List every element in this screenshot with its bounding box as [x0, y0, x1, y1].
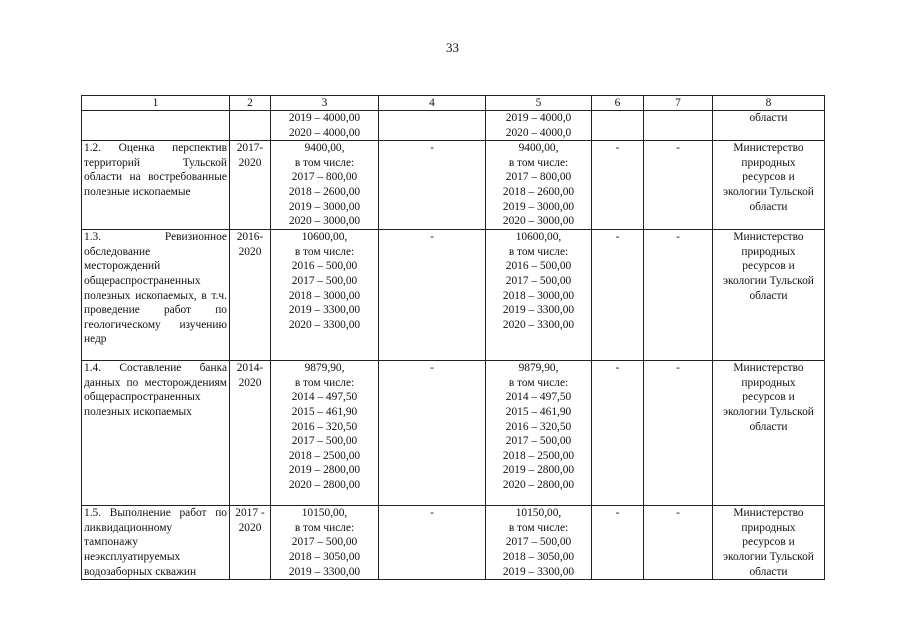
cell-line: области	[749, 200, 788, 213]
header-cell-8: 8	[713, 96, 825, 111]
column-6-cell	[592, 506, 644, 580]
cell-line: 2018 – 3050,00	[288, 550, 361, 563]
cell-line: 2019 – 4000,00	[288, 112, 361, 124]
cell-line: 2017 – 500,00	[291, 435, 358, 448]
column-4-cell	[379, 230, 486, 361]
cell-line: 2020 – 3300,00	[288, 318, 361, 331]
responsible-cell	[713, 506, 825, 580]
cell-line: ресурсов и	[742, 391, 795, 404]
cell-line: 2020	[238, 521, 262, 534]
cell-line: 2017 – 500,00	[505, 274, 572, 287]
cell-line: 2019 – 3300,00	[502, 304, 575, 317]
cell-line: 2018 – 3000,00	[502, 289, 575, 302]
table-row	[82, 230, 825, 361]
cell-line: 1.2. Оценка перспектив территорий Тульской области на востребованные полезные ископаемые	[84, 142, 227, 198]
cell-line: 2014-	[236, 362, 264, 375]
column-5-cell	[486, 141, 592, 230]
cell-line: 10150,00,	[515, 507, 562, 520]
column-7-cell	[644, 111, 713, 141]
cell-line: ресурсов и	[742, 260, 795, 273]
cell-line: 2014 – 497,50	[505, 391, 572, 404]
cell-line: 9879,90,	[304, 362, 345, 375]
cell-line: -	[430, 142, 434, 155]
cell-line: 9400,00,	[304, 142, 345, 155]
cell-line: области	[749, 420, 788, 433]
cell-line: в том числе:	[294, 376, 355, 389]
cell-line: в том числе:	[508, 245, 569, 258]
column-6-cell	[592, 361, 644, 506]
cell-line: области	[749, 112, 788, 124]
cell-line: 2017 -	[235, 507, 265, 520]
cell-line: 2017 – 500,00	[291, 536, 358, 549]
responsible-cell	[713, 141, 825, 230]
cell-line: 2016-	[236, 231, 264, 244]
table-row	[82, 111, 825, 141]
column-5-cell	[486, 111, 592, 141]
cell-line: 10600,00,	[301, 231, 348, 244]
cell-line: 1.5. Выполнение работ по ликвидационному тампонажу неэксплуатируемых водозаборных скважин	[84, 507, 227, 578]
cell-line: в том числе:	[294, 156, 355, 169]
cell-line: 2020 – 3000,00	[288, 215, 361, 228]
cell-line: 2019 – 3300,00	[288, 565, 361, 578]
table-row	[82, 141, 825, 230]
cell-line: в том числе:	[508, 376, 569, 389]
cell-line: -	[430, 231, 434, 244]
cell-line: природных	[741, 376, 796, 389]
column-4-cell	[379, 111, 486, 141]
cell-line: -	[676, 507, 680, 520]
cell-line: в том числе:	[508, 156, 569, 169]
column-6-cell	[592, 111, 644, 141]
cell-line: -	[615, 507, 620, 520]
cell-line: 2014 – 497,50	[291, 391, 358, 404]
cell-line: 2018 – 2600,00	[502, 185, 575, 198]
cell-line: Министерство	[733, 142, 804, 155]
cell-line: -	[615, 362, 620, 375]
measure-name-cell	[82, 506, 230, 580]
responsible-cell	[713, 230, 825, 361]
cell-line: в том числе:	[508, 521, 569, 534]
cell-line: экологии Тульской	[723, 185, 814, 198]
period-cell	[230, 361, 271, 506]
responsible-cell	[713, 361, 825, 506]
column-4-cell	[379, 141, 486, 230]
column-5-cell	[486, 230, 592, 361]
cell-line: 2019 – 2800,00	[502, 464, 575, 477]
column-7-cell	[644, 230, 713, 361]
cell-line: 2016 – 500,00	[291, 260, 358, 273]
cell-line: 2020	[238, 156, 262, 169]
cell-line: в том числе:	[294, 521, 355, 534]
cell-line: 10150,00,	[301, 507, 348, 520]
period-cell	[230, 506, 271, 580]
header-cell-2: 2	[230, 96, 271, 111]
cell-line: 2019 – 3000,00	[288, 200, 361, 213]
cell-line: 2016 – 500,00	[505, 260, 572, 273]
total-funding-cell	[271, 141, 379, 230]
period-cell	[230, 230, 271, 361]
cell-line: 2020	[238, 245, 262, 258]
cell-line: Министерство	[733, 507, 804, 520]
cell-line: 2017 – 500,00	[291, 274, 358, 287]
cell-line: 9400,00,	[518, 142, 559, 155]
cell-line: -	[430, 362, 434, 375]
column-5-cell	[486, 506, 592, 580]
cell-line: -	[676, 362, 680, 375]
header-cell-5: 5	[486, 96, 592, 111]
cell-line: 2020 – 3000,00	[502, 215, 575, 228]
header-cell-3: 3	[271, 96, 379, 111]
cell-line: 2018 – 2500,00	[288, 449, 361, 462]
header-row	[82, 96, 825, 111]
cell-line: природных	[741, 156, 796, 169]
cell-line: 2019 – 3000,00	[502, 200, 575, 213]
header-cell-4: 4	[379, 96, 486, 111]
cell-line: 2019 – 2800,00	[288, 464, 361, 477]
cell-line: 2017 – 800,00	[291, 171, 358, 184]
header-cell-7: 7	[644, 96, 713, 111]
total-funding-cell	[271, 506, 379, 580]
cell-line: 1.4. Составление банка данных по месторождениям общераспространенных полезных ископаемых	[84, 362, 227, 418]
measure-name-cell	[82, 230, 230, 361]
cell-line: -	[615, 142, 620, 155]
column-6-cell	[592, 230, 644, 361]
cell-line: 1.3. Ревизионное обследование месторождений общераспространенных полезных ископаемых, в т.ч. проведение работ по геологическому изучению недр	[84, 231, 227, 346]
cell-line: Министерство	[733, 231, 804, 244]
responsible-cell	[713, 111, 825, 141]
measure-name-cell	[82, 361, 230, 506]
program-table	[81, 95, 825, 580]
cell-line: экологии Тульской	[723, 550, 814, 563]
measure-name-cell	[82, 141, 230, 230]
cell-line: в том числе:	[294, 245, 355, 258]
cell-line: 2015 – 461,90	[291, 405, 358, 418]
cell-line: ресурсов и	[742, 171, 795, 184]
cell-line: области	[749, 289, 788, 302]
cell-line: 2017 – 800,00	[505, 171, 572, 184]
cell-line: 2019 – 3300,00	[288, 304, 361, 317]
page-number: 33	[446, 40, 459, 55]
cell-line: -	[615, 231, 620, 244]
total-funding-cell	[271, 230, 379, 361]
cell-line: 2020 – 4000,00	[288, 126, 361, 139]
cell-line: 2015 – 461,90	[505, 405, 572, 418]
cell-line: 2020 – 3300,00	[502, 318, 575, 331]
cell-line: 2020 – 4000,0	[505, 126, 572, 139]
table-row	[82, 506, 825, 580]
cell-line: 2017 – 500,00	[505, 536, 572, 549]
column-6-cell	[592, 141, 644, 230]
cell-line: 2019 – 4000,0	[505, 112, 572, 124]
column-7-cell	[644, 141, 713, 230]
column-4-cell	[379, 506, 486, 580]
column-7-cell	[644, 361, 713, 506]
cell-line: 2019 – 3300,00	[502, 565, 575, 578]
cell-line: 2017 – 500,00	[505, 435, 572, 448]
cell-line: ресурсов и	[742, 536, 795, 549]
cell-line: -	[676, 142, 680, 155]
cell-line: 10600,00,	[515, 231, 562, 244]
period-cell	[230, 141, 271, 230]
total-funding-cell	[271, 111, 379, 141]
header-cell-6: 6	[592, 96, 644, 111]
cell-line: области	[749, 565, 788, 578]
cell-line: 9879,90,	[518, 362, 559, 375]
cell-line: 2018 – 3000,00	[288, 289, 361, 302]
cell-line: 2016 – 320,50	[505, 420, 572, 433]
cell-line: 2018 – 3050,00	[502, 550, 575, 563]
period-cell	[230, 111, 271, 141]
total-funding-cell	[271, 361, 379, 506]
column-5-cell	[486, 361, 592, 506]
header-cell-1: 1	[82, 96, 230, 111]
cell-line: 2020 – 2800,00	[502, 478, 575, 491]
table-row	[82, 361, 825, 506]
column-7-cell	[644, 506, 713, 580]
measure-name-cell	[82, 111, 230, 141]
cell-line: -	[430, 507, 434, 520]
cell-line: 2020	[238, 376, 262, 389]
cell-line: -	[676, 231, 680, 244]
cell-line: экологии Тульской	[723, 274, 814, 287]
cell-line: 2018 – 2500,00	[502, 449, 575, 462]
cell-line: экологии Тульской	[723, 405, 814, 418]
column-4-cell	[379, 361, 486, 506]
table-body	[82, 111, 825, 580]
cell-line: Министерство	[733, 362, 804, 375]
cell-line: 2018 – 2600,00	[288, 185, 361, 198]
cell-line: природных	[741, 521, 796, 534]
cell-line: природных	[741, 245, 796, 258]
cell-line: 2020 – 2800,00	[288, 478, 361, 491]
cell-line: 2017-	[236, 142, 264, 155]
cell-line: 2016 – 320,50	[291, 420, 358, 433]
